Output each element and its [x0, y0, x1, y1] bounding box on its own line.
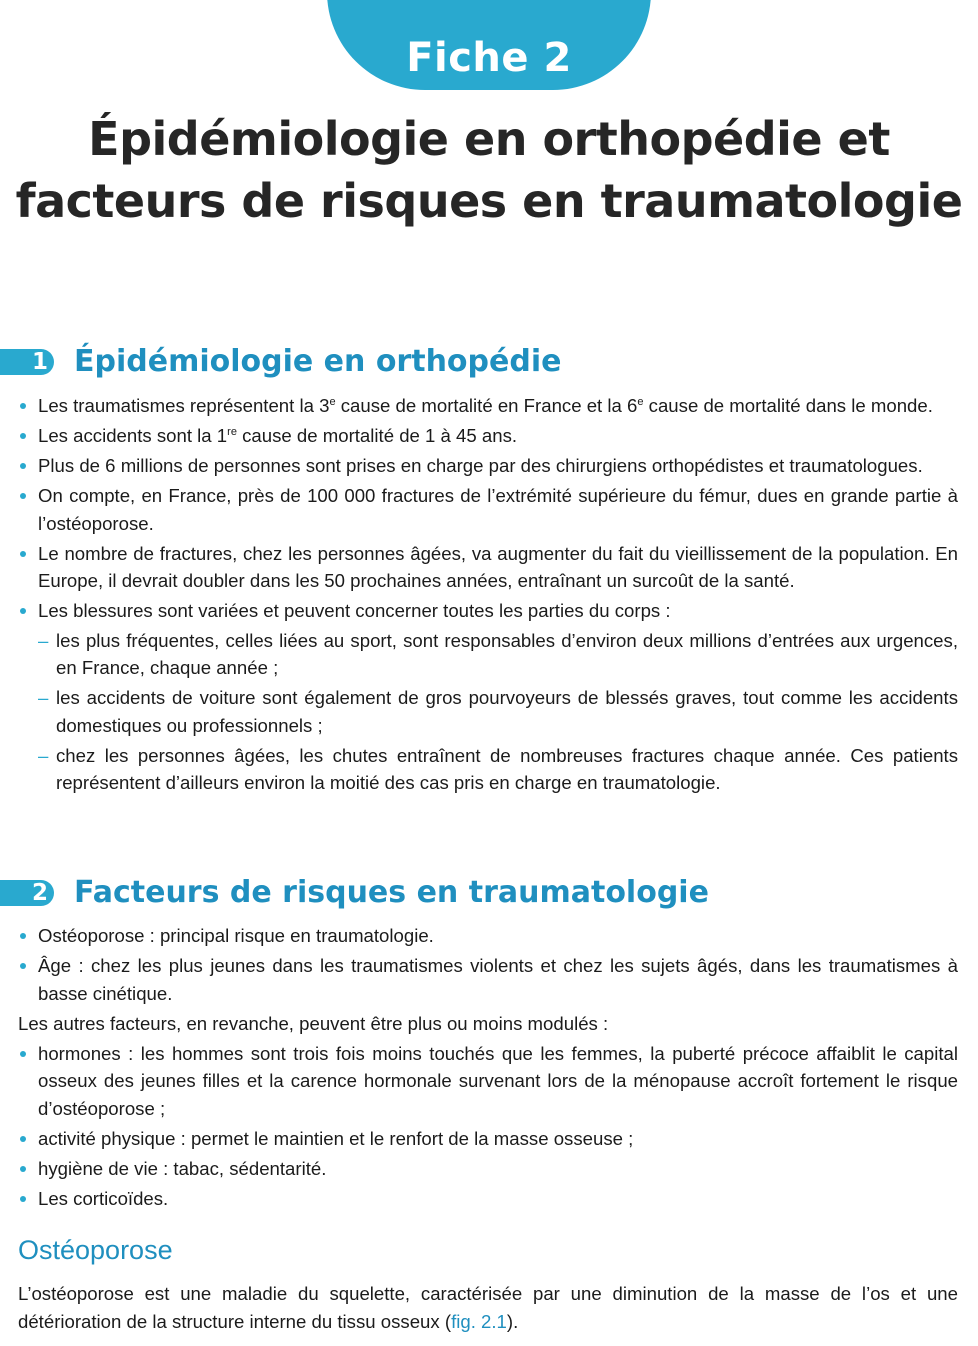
- osteoporose-heading: Ostéoporose: [18, 1235, 173, 1265]
- list-item: hormones : les hommes sont trois fois moins touchés que les femmes, la puberté précoce affaiblit le capital osseux des jeunes filles et la carence hormonale survenant lors de la ménopause accroît fortement le risque d’ostéoporose ;: [18, 1040, 958, 1123]
- section-1-number: 1: [0, 349, 54, 375]
- sublist-item: – les plus fréquentes, celles liées au sport, sont responsables d’environ deux millions d’entrées aux urgences, en France, chaque année ;: [38, 627, 958, 682]
- osteoporose-paragraph: L’ostéoporose est une maladie du squelette, caractérisée par une diminution de la masse de l’os et une détérioration de la structure interne du tissu osseux (fig. 2.1).: [18, 1283, 958, 1332]
- section-1-heading: [0, 342, 561, 382]
- list-item: Les blessures sont variées et peuvent concerner toutes les parties du corps : – les plus fréquentes, celles liées au sport, sont responsables d’environ deux millions d’entrées aux urgences, en France, chaque année ; – les accidents de voiture sont également de gros pourvoyeurs de blessés graves, tout comme les accidents domestiques ou professionnels ; – chez les personnes âgées, les chutes entraînent de nombreuses fractures chaque année. Ces patients représentent d’ailleurs environ la moitié des cas pris en charge en traumatologie.: [18, 597, 958, 797]
- sublist-item: – chez les personnes âgées, les chutes entraînent de nombreuses fractures chaque année. Ces patients représentent d’ailleurs environ la moitié des cas pris en charge en traumatologie.: [38, 742, 958, 797]
- sublist-item: – les accidents de voiture sont également de gros pourvoyeurs de blessés graves, tout comme les accidents domestiques ou professionnels ;: [38, 684, 958, 739]
- section-2-list-b: [18, 1040, 958, 1213]
- section-2-list-a: [18, 922, 958, 1007]
- section-1-body: [18, 392, 958, 799]
- section-2-heading: [0, 873, 709, 913]
- fiche-tab: [327, 0, 651, 90]
- page-title-line-2: facteurs de risques en traumatologie: [15, 174, 963, 228]
- list-item: Les accidents sont la 1re cause de mortalité de 1 à 45 ans.: [18, 422, 958, 450]
- section-2-body: [18, 922, 958, 1215]
- list-item: Le nombre de fractures, chez les personnes âgées, va augmenter du fait du vieillissement de la population. En Europe, il devrait doubler dans les 50 prochaines années, entraînant un surcoût de la santé.: [18, 540, 958, 595]
- section-2-title: Facteurs de risques en traumatologie: [74, 875, 709, 910]
- list-item: On compte, en France, près de 100 000 fractures de l’extrémité supérieure du fémur, dues en grande partie à l’ostéoporose.: [18, 482, 958, 537]
- section-1-sublist: [38, 627, 958, 797]
- list-item: Les traumatismes représentent la 3e cause de mortalité en France et la 6e cause de mortalité dans le monde.: [18, 392, 958, 420]
- list-item: Âge : chez les plus jeunes dans les traumatismes violents et chez les sujets âgés, dans les traumatismes à basse cinétique.: [18, 952, 958, 1007]
- fiche-label: Fiche 2: [406, 35, 572, 81]
- section-1-title: Épidémiologie en orthopédie: [74, 344, 562, 379]
- section-2-intro: Les autres facteurs, en revanche, peuvent être plus ou moins modulés :: [18, 1012, 609, 1034]
- list-item: hygiène de vie : tabac, sédentarité.: [18, 1155, 958, 1183]
- list-item: Plus de 6 millions de personnes sont prises en charge par des chirurgiens orthopédistes et traumatologues.: [18, 452, 958, 480]
- page-title-line-1: Épidémiologie en orthopédie et: [88, 112, 890, 166]
- figure-reference-link[interactable]: fig. 2.1: [451, 1310, 507, 1332]
- list-item: Ostéoporose : principal risque en traumatologie.: [18, 922, 958, 950]
- list-item: activité physique : permet le maintien et le renfort de la masse osseuse ;: [18, 1125, 958, 1153]
- section-2-number: 2: [0, 880, 54, 906]
- list-item: Les corticoïdes.: [18, 1185, 958, 1213]
- page-title: [0, 108, 978, 232]
- section-1-list: [18, 392, 958, 797]
